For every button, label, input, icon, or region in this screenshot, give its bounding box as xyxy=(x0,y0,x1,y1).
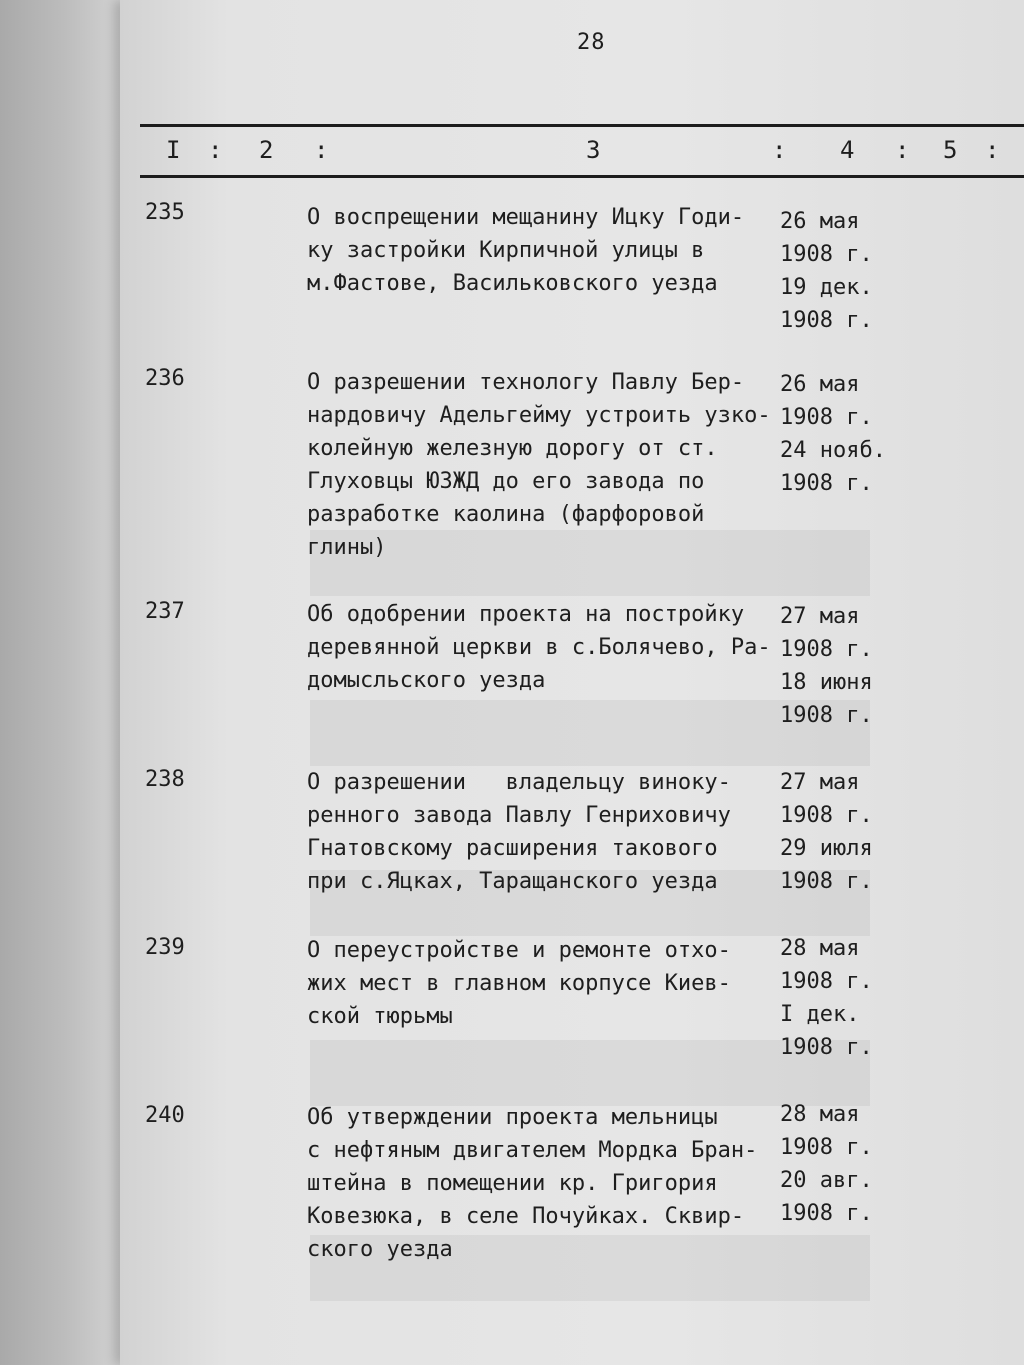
entry-number: 240 xyxy=(145,1103,185,1128)
entry-title: Об утверждении проекта мельницы с нефтяным двигателем Мордка Бран- штейна в помещении кр. Григория Ковезюка, в селе Почуйках. Сквир- ского уезда xyxy=(307,1105,758,1262)
entry-dates: 28 мая 1908 г. 20 авг. 1908 г. xyxy=(780,1102,873,1226)
column-header-3: 3 xyxy=(586,136,601,164)
column-header-2: 2 xyxy=(259,136,274,164)
column-header-5: 5 xyxy=(943,136,958,164)
column-header-4: 4 xyxy=(840,136,855,164)
entry-title: О воспрещении мещанину Ицку Годи- ку застройки Кирпичной улицы в м.Фастове, Васильковского уезда xyxy=(307,205,745,296)
column-header-1: I xyxy=(166,136,181,164)
column-separator: : xyxy=(314,136,329,164)
header-rule-top xyxy=(140,124,1024,127)
entry-dates: 27 мая 1908 г. 18 июня 1908 г. xyxy=(780,604,873,728)
entry-title: О разрешении владельцу виноку- ренного завода Павлу Генриховичу Гнатовскому расширения такового при с.Яцках, Таращанского уезда xyxy=(307,770,731,894)
entry-dates: 26 мая 1908 г. 19 дек. 1908 г. xyxy=(780,209,873,333)
entry-dates: 27 мая 1908 г. 29 июля 1908 г. xyxy=(780,770,873,894)
column-separator: : xyxy=(895,136,910,164)
column-separator: : xyxy=(772,136,787,164)
binding-spine xyxy=(0,0,140,1365)
column-separator: : xyxy=(208,136,223,164)
entry-number: 238 xyxy=(145,767,185,792)
page-number: 28 xyxy=(577,30,606,55)
entry-number: 235 xyxy=(145,200,185,225)
header-rule-bottom xyxy=(140,175,1024,178)
entry-number: 237 xyxy=(145,599,185,624)
entry-number: 236 xyxy=(145,366,185,391)
entry-number: 239 xyxy=(145,935,185,960)
entry-dates: 26 мая 1908 г. 24 нояб. 1908 г. xyxy=(780,372,886,496)
entry-title: О переустройстве и ремонте отхо- жих мест в главном корпусе Киев- ской тюрьмы xyxy=(307,938,731,1029)
column-separator: : xyxy=(985,136,1000,164)
entry-title: Об одобрении проекта на постройку деревянной церкви в с.Болячево, Ра- домысльского уезда xyxy=(307,602,771,693)
entry-title: О разрешении технологу Павлу Бер- нардовичу Адельгейму устроить узко- колейную железную дорогу от ст. Глуховцы ЮЗЖД до его завода по разработке каолина (фарфоровой глины) xyxy=(307,370,771,560)
entry-dates: 28 мая 1908 г. I дек. 1908 г. xyxy=(780,936,873,1060)
